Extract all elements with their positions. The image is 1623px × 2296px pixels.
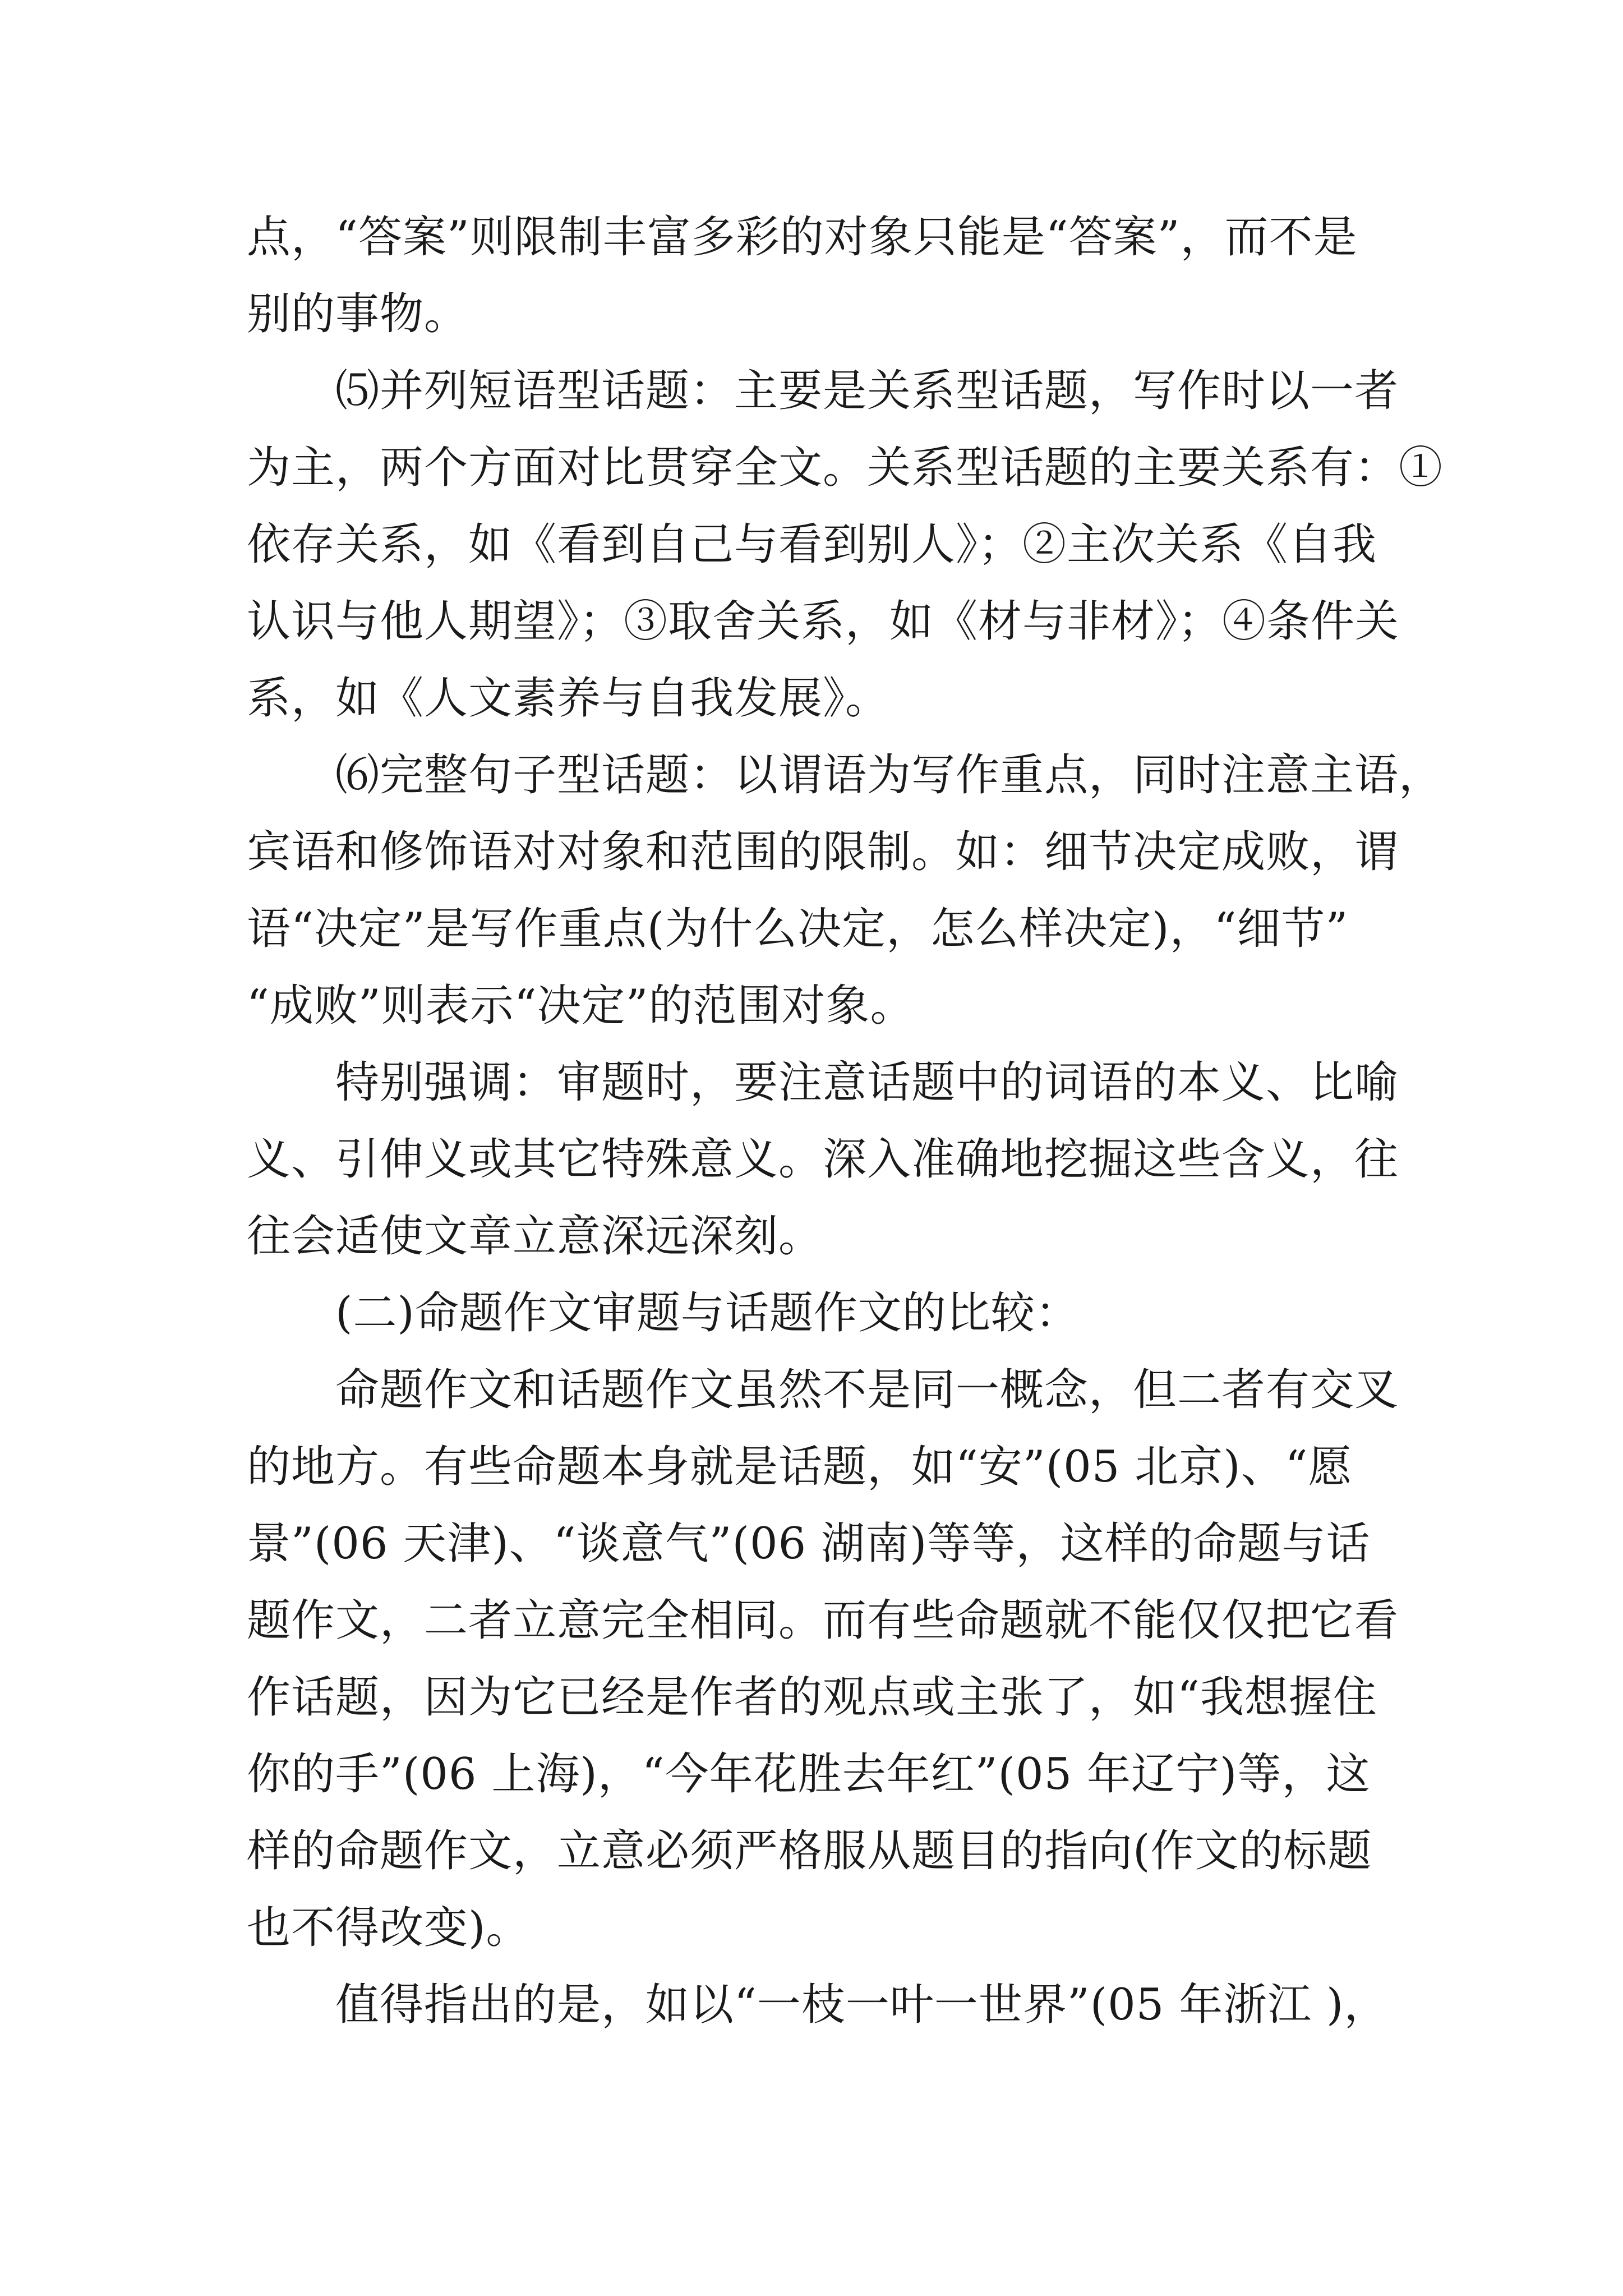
- text-line: 系，如《人文素养与自我发展》。: [247, 673, 890, 724]
- text-line: 值得指出的是，如以“一枝一叶一世界”(05 年浙江 )，: [335, 1980, 1389, 2030]
- text-line: 的地方。有些命题本身就是话题，如“安”(05 北京)、“愿: [247, 1442, 1353, 1492]
- text-line: 依存关系，如《看到自己与看到别人》；②主次关系《自我: [247, 519, 1377, 570]
- text-line: 作话题，因为它已经是作者的观点或主张了，如“我想握住: [247, 1672, 1377, 1723]
- text-line: ⑹完整句子型话题：以谓语为写作重点，同时注意主语，: [335, 750, 1444, 800]
- text-line: 也不得改变)。: [247, 1903, 531, 1953]
- text-line: 认识与他人期望》；③取舍关系，如《材与非材》；④条件关: [247, 596, 1400, 647]
- text-line: (二)命题作文审题与话题作文的比较：: [335, 1288, 1080, 1338]
- text-line: 别的事物。: [247, 289, 469, 339]
- text-line: 命题作文和话题作文虽然不是同一概念，但二者有交叉: [335, 1365, 1399, 1415]
- text-line: 特别强调：审题时，要注意话题中的词语的本义、比喻: [335, 1057, 1399, 1108]
- text-line: “成败”则表示“决定”的范围对象。: [247, 981, 915, 1031]
- text-line: ⑸并列短语型话题：主要是关系型话题，写作时以一者: [335, 366, 1399, 416]
- text-line: 点，“答案”则限制丰富多彩的对象只能是“答案”，而不是: [247, 212, 1358, 263]
- body-text: [247, 199, 1444, 2044]
- text-line: 景”(06 天津)、“谈意气”(06 湖南)等等，这样的命题与话: [247, 1519, 1371, 1569]
- text-line: 往会适使文章立意深远深刻。: [247, 1211, 823, 1262]
- text-line: 语“决定”是写作重点(为什么决定，怎么样决定)，“细节”: [247, 904, 1349, 954]
- text-line: 你的手”(06 上海)，“今年花胜去年红”(05 年辽宁)等，这: [247, 1749, 1371, 1800]
- text-line: 宾语和修饰语对对象和范围的限制。如：细节决定成败，谓: [247, 827, 1399, 877]
- text-line: 题作文，二者立意完全相同。而有些命题就不能仅仅把它看: [247, 1595, 1399, 1646]
- text-line: 为主，两个方面对比贯穿全文。关系型话题的主要关系有：①: [247, 443, 1444, 493]
- text-line: 样的命题作文，立意必须严格服从题目的指向(作文的标题: [247, 1826, 1372, 1876]
- text-line: 义、引伸义或其它特殊意义。深入准确地挖掘这些含义，往: [247, 1134, 1399, 1185]
